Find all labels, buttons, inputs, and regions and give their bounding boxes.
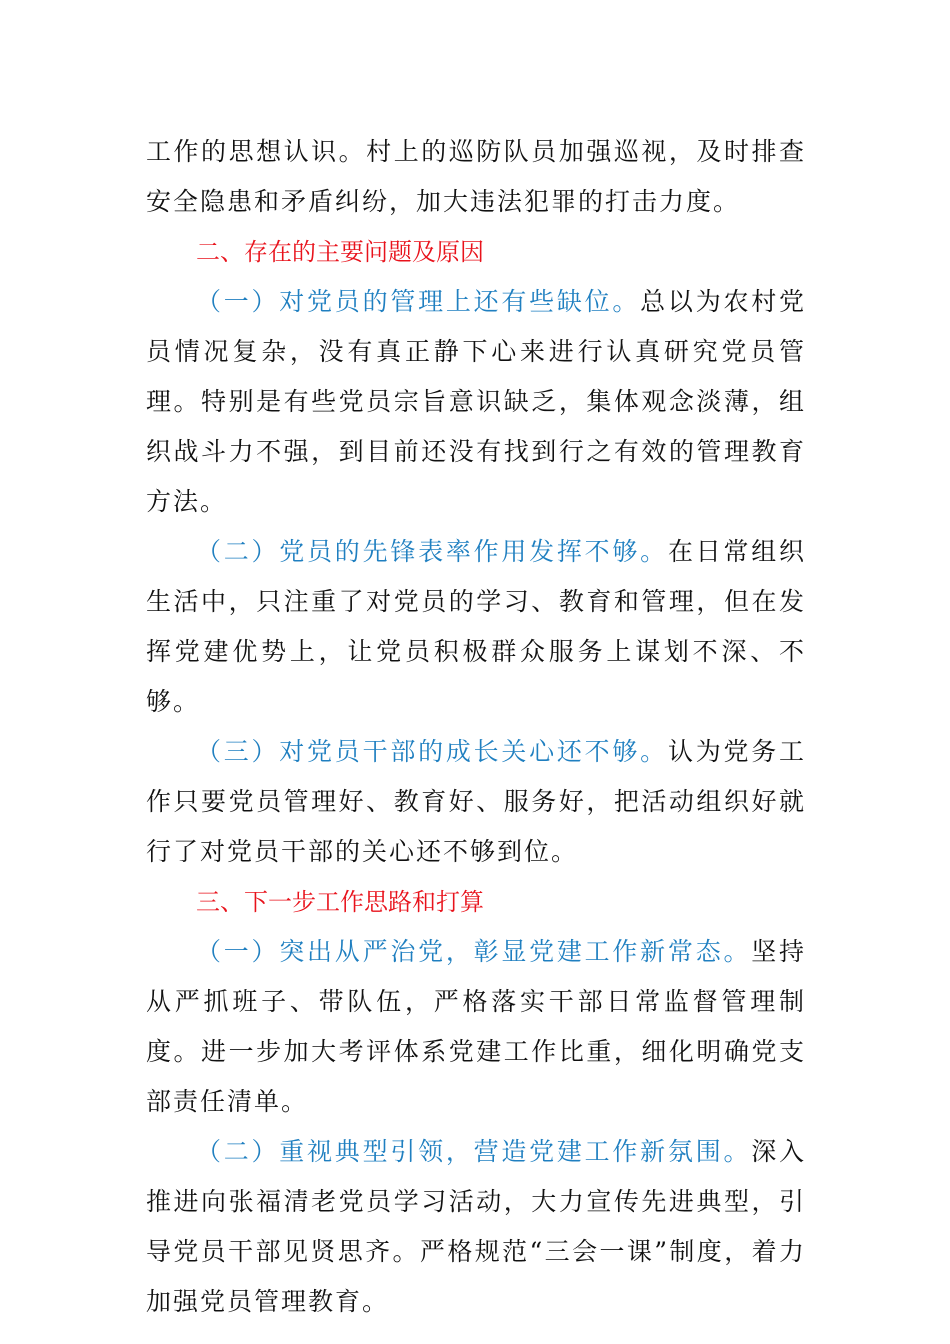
paragraph-text: 坚持从严抓班子、带队伍，严格落实干部日常监督管理制度。进一步加大考评体系党建工作比重，细化明确党支部责任清单。 (146, 937, 806, 1116)
paragraph-problem-2 (146, 527, 806, 727)
section-heading-next-steps: 三、下一步工作思路和打算 (196, 888, 484, 916)
paragraph-plan-1 (146, 927, 806, 1127)
paragraph-text: 工作的思想认识。村上的巡防队员加强巡视，及时排查安全隐患和矛盾纠纷，加大违法犯罪的打击力度。 (146, 137, 806, 216)
paragraph-plan-2 (146, 1127, 806, 1327)
paragraph-text: 认为党务工作只要党员管理好、教育好、服务好，把活动组织好就行了对党员干部的关心还不够到位。 (146, 737, 806, 866)
paragraph-problem-3 (146, 727, 806, 877)
paragraph-text: 深入推进向张福清老党员学习活动，大力宣传先进典型，引导党员干部见贤思齐。严格规范“三会一课”制度，着力加强党员管理教育。 (146, 1137, 806, 1316)
subheading-problem-3: （三）对党员干部的成长关心还不够。 (196, 737, 668, 766)
subheading-problem-1: （一）对党员的管理上还有些缺位。 (196, 287, 641, 316)
subheading-plan-1: （一）突出从严治党，彰显党建工作新常态。 (196, 937, 752, 966)
document-page (146, 127, 806, 1327)
paragraph-text: 在日常组织生活中，只注重了对党员的学习、教育和管理，但在发挥党建优势上，让党员积极群众服务上谋划不深、不够。 (146, 537, 806, 716)
section-heading-problems: 二、存在的主要问题及原因 (196, 238, 484, 266)
subheading-problem-2: （二）党员的先锋表率作用发挥不够。 (196, 537, 668, 566)
subheading-plan-2: （二）重视典型引领，营造党建工作新氛围。 (196, 1137, 752, 1166)
paragraph-continued (146, 127, 806, 227)
paragraph-problem-1 (146, 277, 806, 527)
paragraph-text: 总以为农村党员情况复杂，没有真正静下心来进行认真研究党员管理。特别是有些党员宗旨意识缺乏，集体观念淡薄，组织战斗力不强，到目前还没有找到行之有效的管理教育方法。 (146, 287, 806, 516)
